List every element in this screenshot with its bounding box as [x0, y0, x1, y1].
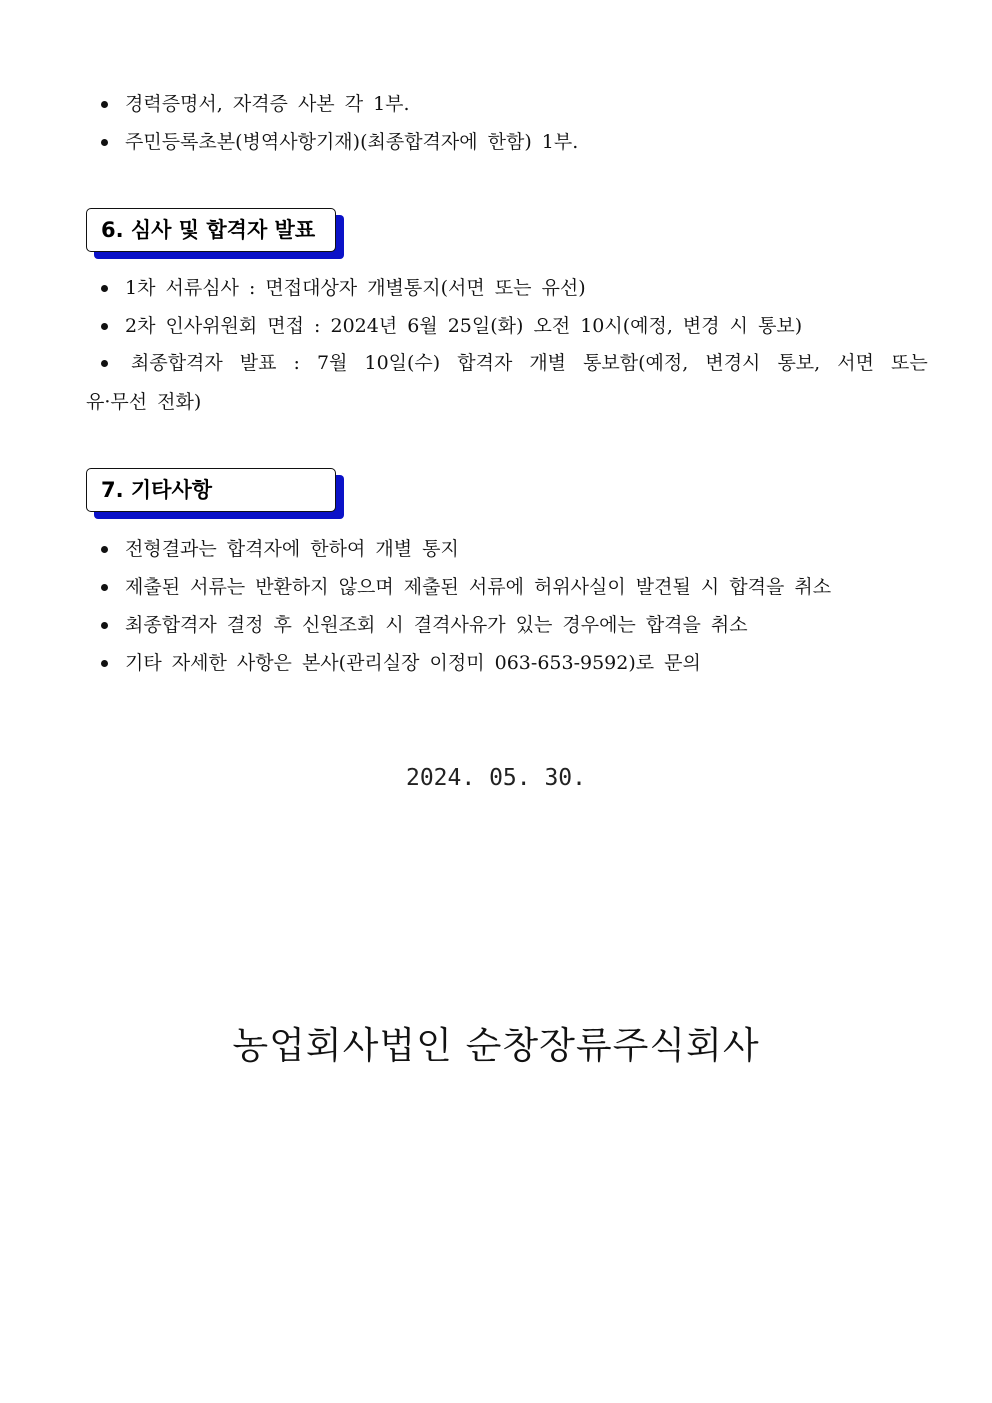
list-bullet [101, 584, 108, 591]
list-bullet [101, 546, 108, 553]
list-item: 주민등록초본(병역사항기재)(최종합격자에 한함) 1부. [125, 131, 579, 153]
list-bullet [101, 285, 108, 292]
list-item: 1차 서류심사 : 면접대상자 개별통지(서면 또는 유선) [125, 277, 586, 299]
list-item: 2차 인사위원회 면접 : 2024년 6월 25일(화) 오전 10시(예정, 변경 시 통보) [125, 315, 803, 337]
list-item: 경력증명서, 자격증 사본 각 1부. [125, 93, 410, 115]
list-bullet [101, 622, 108, 629]
section-7-title: 7. 기타사항 [101, 478, 213, 502]
list-item-continuation: 유·무선 전화) [86, 391, 202, 413]
section-7-header [86, 468, 336, 512]
list-bullet [101, 660, 108, 667]
list-bullet [101, 323, 108, 330]
section-6-title: 6. 심사 및 합격자 발표 [101, 218, 316, 242]
list-item: 최종합격자 결정 후 신원조회 시 결격사유가 있는 경우에는 합격을 취소 [125, 614, 748, 636]
list-item: 제출된 서류는 반환하지 않으며 제출된 서류에 허위사실이 발견될 시 합격을 취소 [125, 576, 832, 598]
list-item: 기타 자세한 사항은 본사(관리실장 이정미 063-653-9592)로 문의 [125, 652, 701, 674]
list-item: 전형결과는 합격자에 한하여 개별 통지 [125, 538, 459, 560]
list-bullet [101, 139, 108, 146]
list-bullet [101, 101, 108, 108]
section-6-header [86, 208, 336, 252]
document-date: 2024. 05. 30. [405, 765, 586, 791]
list-bullet [101, 360, 108, 367]
company-name: 농업회사법인 순창장류주식회사 [232, 1024, 760, 1067]
list-item: 최종합격자 발표 : 7월 10일(수) 합격자 개별 통보함(예정, 변경시 통보, 서면 또는 [131, 352, 928, 374]
